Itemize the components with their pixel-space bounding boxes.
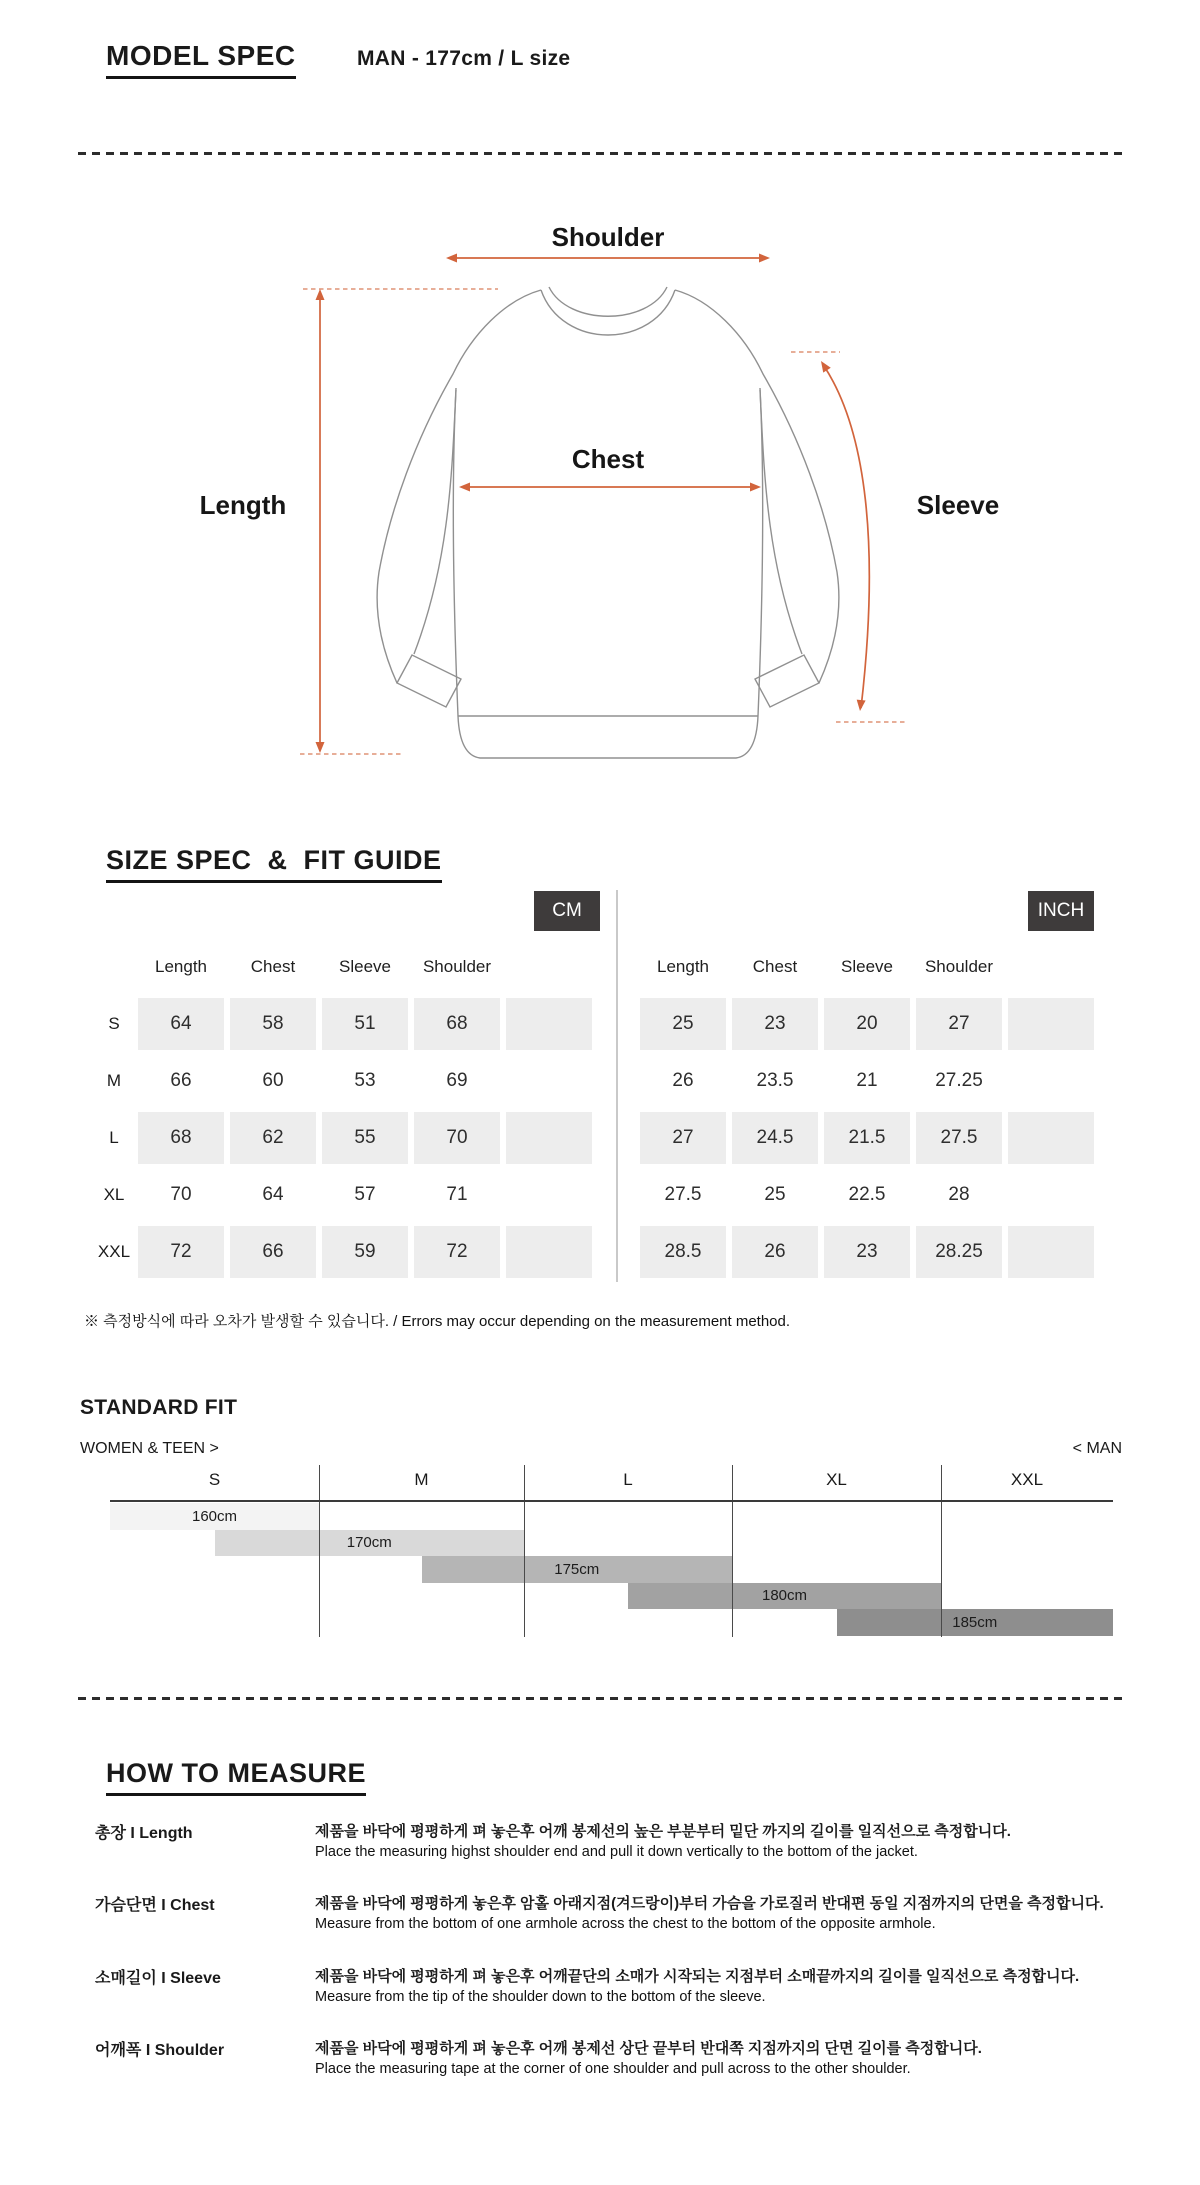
size-cell: 72 xyxy=(138,1226,224,1278)
inch-unit-badge: INCH xyxy=(1028,891,1094,931)
size-cell xyxy=(1008,1055,1094,1107)
fit-bar-label: 175cm xyxy=(554,1560,600,1578)
measure-row-en: Place the measuring highst shoulder end and pull it down vertically to the bottom of the jacket. xyxy=(315,1844,918,1860)
standard-fit-heading: STANDARD FIT xyxy=(80,1396,238,1419)
size-cell: 21.5 xyxy=(824,1112,910,1164)
neckline-edge xyxy=(549,287,667,316)
measure-row-kr: 제품을 바닥에 평평하게 펴 놓은후 어깨 봉제선의 높은 부분부터 밑단 까지의 길이를 일직선으로 측정합니다. xyxy=(315,1823,1011,1840)
size-cell: 25 xyxy=(764,1184,786,1205)
garment-diagram xyxy=(0,0,1200,810)
size-cell: 53 xyxy=(354,1070,376,1091)
size-col-header: Shoulder xyxy=(924,957,994,976)
size-cell: 66 xyxy=(170,1070,192,1091)
sleeve-arrow xyxy=(824,366,869,708)
size-cell: 70 xyxy=(414,1112,500,1164)
size-cell xyxy=(506,1169,592,1221)
size-cell: 71 xyxy=(446,1184,468,1205)
fit-bar-label: 170cm xyxy=(346,1534,392,1552)
size-cell: 27.25 xyxy=(935,1070,983,1091)
fit-bar-label: 180cm xyxy=(761,1587,808,1605)
fit-size-label: XXL xyxy=(1010,1470,1044,1489)
fit-size-label: M xyxy=(414,1470,429,1489)
size-cell: 59 xyxy=(322,1226,408,1278)
fit-axis-line xyxy=(110,1500,1113,1502)
size-cell: 28 xyxy=(948,1184,970,1205)
size-cell: 27.5 xyxy=(916,1112,1002,1164)
size-cell: 64 xyxy=(138,998,224,1050)
diagram-label-sleeve: Sleeve xyxy=(916,490,1000,520)
size-cell: 27 xyxy=(916,998,1002,1050)
standard-fit-left-label: WOMEN & TEEN > xyxy=(80,1440,219,1457)
size-cell: 68 xyxy=(414,998,500,1050)
size-spec-title: SIZE SPEC & FIT GUIDE xyxy=(106,845,442,883)
size-row-label: XL xyxy=(103,1185,125,1204)
measure-row-label: 소매길이 I Sleeve xyxy=(95,1970,221,1987)
size-cell xyxy=(1008,998,1094,1050)
sweater-outline xyxy=(377,287,839,758)
size-cell: 21 xyxy=(856,1070,878,1091)
size-cell: 51 xyxy=(322,998,408,1050)
standard-fit-right-label: < MAN xyxy=(1072,1440,1122,1457)
measure-arrows xyxy=(300,258,906,754)
measure-row-label: 어깨폭 I Shoulder xyxy=(95,2042,225,2059)
size-cell: 26 xyxy=(732,1226,818,1278)
size-cell: 26 xyxy=(672,1070,694,1091)
measure-row-kr: 제품을 바닥에 평평하게 놓은후 암홀 아래지점(겨드랑이)부터 가슴을 가로질러 반대편 동일 지점까지의 단면을 측정합니다. xyxy=(315,1895,1104,1912)
size-cell: 27.5 xyxy=(664,1184,702,1205)
size-cell xyxy=(506,1112,592,1164)
measure-row-kr: 제품을 바닥에 평평하게 펴 놓은후 어깨 봉제선 상단 끝부터 반대쪽 지점까지의 단면 길이를 측정합니다. xyxy=(315,2040,982,2057)
measurement-note: ※ 측정방식에 따라 오차가 발생할 수 있습니다. / Errors may occur depending on the measurement method. xyxy=(84,1313,791,1330)
size-cell: 69 xyxy=(446,1070,468,1091)
size-col-header: Sleeve xyxy=(841,957,893,976)
size-cell: 72 xyxy=(414,1226,500,1278)
fit-bar-label: 185cm xyxy=(952,1613,998,1631)
diagram-label-length: Length xyxy=(199,490,287,520)
measure-row-label: 가슴단면 I Chest xyxy=(95,1897,215,1914)
size-cell: 58 xyxy=(230,998,316,1050)
size-cell: 57 xyxy=(354,1184,376,1205)
table-divider xyxy=(616,890,618,1282)
size-cell: 60 xyxy=(262,1070,284,1091)
size-cell: 68 xyxy=(138,1112,224,1164)
size-cell xyxy=(1008,1169,1094,1221)
size-cell: 25 xyxy=(640,998,726,1050)
measure-row-en: Measure from the tip of the shoulder down to the bottom of the sleeve. xyxy=(315,1989,766,2005)
size-row-label: M xyxy=(106,1071,122,1090)
size-row-label: XXL xyxy=(97,1242,131,1261)
fit-size-label: S xyxy=(208,1470,221,1489)
size-cell xyxy=(506,998,592,1050)
size-cell: 20 xyxy=(824,998,910,1050)
measure-row-kr: 제품을 바닥에 평평하게 펴 놓은후 어깨끝단의 소매가 시작되는 지점부터 소매끝까지의 길이를 일직선으로 측정합니다. xyxy=(315,1968,1080,1985)
fit-size-label: XL xyxy=(826,1470,847,1489)
size-cell: 66 xyxy=(230,1226,316,1278)
size-cell xyxy=(1008,1112,1094,1164)
right-cuff xyxy=(755,655,819,707)
model-spec-subtitle: MAN - 177cm / L size xyxy=(357,47,571,70)
fit-bar-label: 160cm xyxy=(191,1507,238,1525)
diagram-label-chest: Chest xyxy=(571,444,645,474)
size-cell: 70 xyxy=(170,1184,192,1205)
diagram-label-shoulder: Shoulder xyxy=(551,222,665,252)
measure-row-label: 총장 I Length xyxy=(95,1825,193,1842)
size-cell: 28.25 xyxy=(916,1226,1002,1278)
size-row-label: S xyxy=(108,1014,120,1033)
left-cuff xyxy=(397,655,461,707)
size-cell: 23.5 xyxy=(756,1070,794,1091)
measure-row-en: Measure from the bottom of one armhole across the chest to the bottom of the opposite armhole. xyxy=(315,1916,936,1932)
measure-row-en: Place the measuring tape at the corner of one shoulder and pull across to the other shoulder. xyxy=(315,2061,911,2077)
size-cell: 55 xyxy=(322,1112,408,1164)
size-cell: 28.5 xyxy=(640,1226,726,1278)
size-col-header: Chest xyxy=(752,957,798,976)
arrowheads xyxy=(316,254,866,754)
hem-band xyxy=(458,716,758,758)
size-cell: 23 xyxy=(824,1226,910,1278)
size-cell: 27 xyxy=(640,1112,726,1164)
how-to-measure-title: HOW TO MEASURE xyxy=(106,1758,366,1796)
cm-unit-badge: CM xyxy=(534,891,600,931)
size-cell: 24.5 xyxy=(732,1112,818,1164)
size-cell: 64 xyxy=(262,1184,284,1205)
size-cell: 22.5 xyxy=(848,1184,886,1205)
fit-size-label: L xyxy=(623,1470,633,1489)
size-col-header: Length xyxy=(657,957,709,976)
size-cell xyxy=(1008,1226,1094,1278)
size-col-header: Length xyxy=(155,957,207,976)
dashed-divider-bottom xyxy=(78,1697,1124,1700)
fit-grid-line xyxy=(524,1465,525,1637)
fit-grid-line xyxy=(732,1465,733,1637)
size-cell: 62 xyxy=(230,1112,316,1164)
model-spec-title: MODEL SPEC xyxy=(106,40,296,79)
size-col-header: Shoulder xyxy=(422,957,492,976)
size-col-header: Chest xyxy=(250,957,296,976)
size-cell xyxy=(506,1226,592,1278)
size-cell: 23 xyxy=(732,998,818,1050)
size-row-label: L xyxy=(109,1128,119,1147)
size-cell xyxy=(506,1055,592,1107)
size-col-header: Sleeve xyxy=(339,957,391,976)
neckline-seam xyxy=(541,290,675,335)
